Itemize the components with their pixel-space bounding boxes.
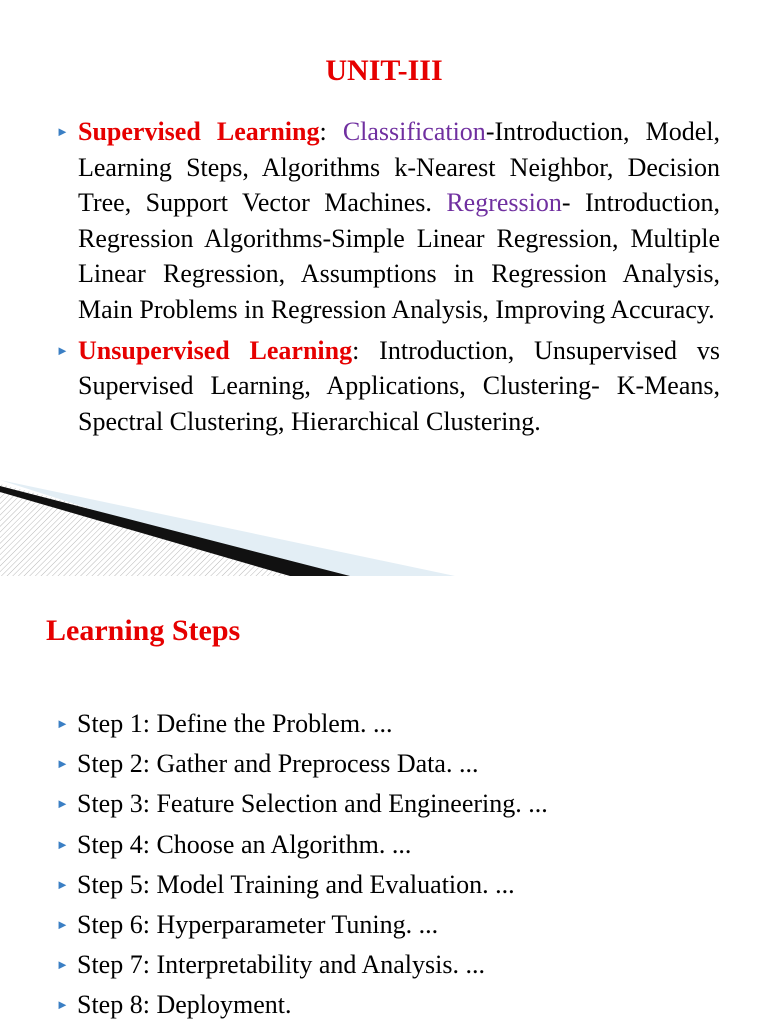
term-unsupervised-learning: Unsupervised Learning bbox=[78, 335, 353, 365]
step-text: Step 5: Model Training and Evaluation. ... bbox=[77, 869, 515, 899]
section-title: Learning Steps bbox=[46, 614, 241, 647]
step-text: Step 1: Define the Problem. ... bbox=[77, 709, 393, 738]
triangle-right-icon: ► bbox=[56, 796, 69, 812]
term-supervised-learning: Supervised Learning bbox=[78, 117, 320, 146]
regression-topics: - Introduction, Regression Algorithms-Simple Linear Regression, Multiple Linear Regression, Assumptions in Regression Analysis, Main Problems in Regression Analysis, Improving Accuracy. bbox=[78, 188, 721, 324]
triangle-right-icon: ► bbox=[56, 957, 69, 973]
term-regression: Regression bbox=[446, 188, 562, 218]
triangle-right-icon: ► bbox=[56, 836, 69, 852]
list-item-supervised bbox=[52, 114, 720, 328]
page-title: UNIT-III bbox=[325, 54, 443, 87]
step-text: Step 7: Interpretability and Analysis. ... bbox=[77, 950, 485, 980]
classification-topics: -Introduction, Model, Learning Steps, Algorithms k-Nearest Neighbor, Decision Tree, Support Vector Machines. bbox=[78, 117, 720, 218]
triangle-right-icon: ► bbox=[56, 997, 69, 1013]
triangle-right-icon: ► bbox=[56, 342, 69, 358]
list-item-step bbox=[52, 744, 742, 784]
list-item-unsupervised bbox=[52, 333, 720, 440]
list-item-step bbox=[52, 704, 742, 744]
list-item-step bbox=[52, 784, 742, 824]
triangle-right-icon: ► bbox=[56, 916, 69, 932]
step-text: Step 6: Hyperparameter Tuning. ... bbox=[77, 909, 439, 939]
triangle-right-icon: ► bbox=[56, 876, 69, 892]
list-item-step bbox=[52, 985, 742, 1024]
list-item-step bbox=[52, 905, 742, 945]
unsupervised-topics: : Introduction, Unsupervised vs Supervised Learning, Applications, Clustering- K-Means, Spectral Clustering, Hierarchical Clustering. bbox=[78, 335, 720, 436]
term-classification: Classification bbox=[342, 117, 486, 146]
step-text: Step 4: Choose an Algorithm. ... bbox=[77, 829, 412, 859]
topic-list bbox=[52, 114, 720, 444]
list-item-step bbox=[52, 865, 742, 905]
triangle-right-icon: ► bbox=[56, 124, 69, 139]
separator-text: : bbox=[319, 117, 343, 146]
step-text: Step 2: Gather and Preprocess Data. ... bbox=[77, 749, 479, 779]
slide-learning-steps bbox=[0, 576, 768, 1024]
list-item-step bbox=[52, 825, 742, 865]
step-text: Step 8: Deployment. bbox=[77, 990, 292, 1020]
triangle-right-icon: ► bbox=[56, 756, 69, 772]
step-text: Step 3: Feature Selection and Engineering. ... bbox=[77, 789, 548, 819]
list-item-step bbox=[52, 945, 742, 985]
triangle-right-icon: ► bbox=[56, 716, 69, 731]
steps-list bbox=[52, 704, 742, 1024]
